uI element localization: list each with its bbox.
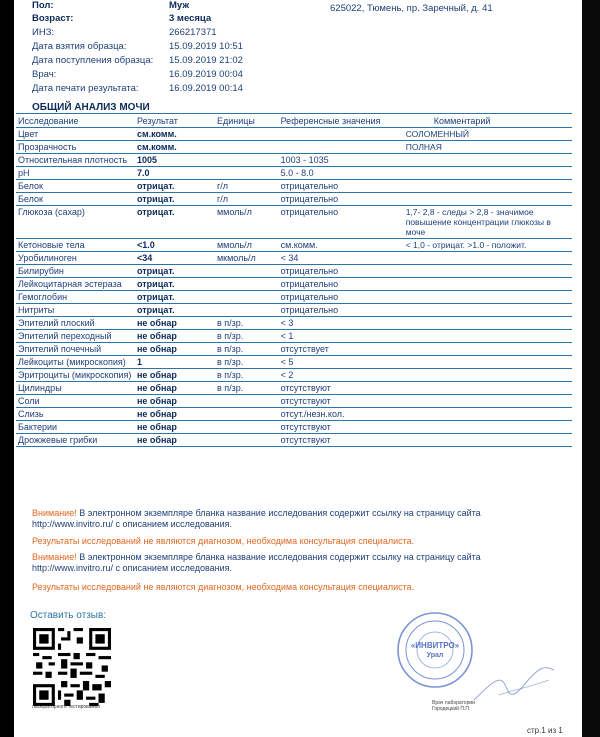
table-row	[16, 382, 572, 395]
attention-note-2: Внимание! В электронном экземпляре бланка название исследования содержит ссылку на страницу сайта http://www.invitro.ru/ с описанием исследования.	[32, 552, 481, 573]
table-row	[16, 408, 572, 421]
table-row	[16, 128, 572, 141]
cell-ref: отрицательно	[279, 304, 404, 317]
cell-comment	[404, 369, 572, 382]
cell-comment	[404, 317, 572, 330]
table-row	[16, 252, 572, 265]
cell-ref: отсут./незн.кол.	[279, 408, 404, 421]
sex-value: Муж	[169, 0, 190, 11]
cell-test[interactable]: Кетоновые тела	[16, 239, 135, 252]
cell-test[interactable]: Дрожжевые грибки	[16, 434, 135, 447]
cell-comment	[404, 356, 572, 369]
invitro-link[interactable]: http://www.invitro.ru/	[32, 519, 114, 529]
left-black-border	[0, 0, 14, 737]
cell-test[interactable]: Эритроциты (микроскопия)	[16, 369, 135, 382]
cell-unit: г/л	[215, 180, 279, 193]
sampled-value: 15.09.2019 10:51	[169, 41, 243, 52]
disclaimer-2: Результаты исследований не являются диагнозом, необходима консультация специалиста.	[32, 582, 415, 592]
attention-note-1: Внимание! В электронном экземпляре бланка название исследования содержит ссылку на страницу сайта http://www.invitro.ru/ с описанием исследования.	[32, 508, 481, 529]
cell-test[interactable]: pH	[16, 167, 135, 180]
cell-test[interactable]: Билирубин	[16, 265, 135, 278]
cell-result: см.комм.	[135, 128, 215, 141]
section-title: ОБЩИЙ АНАЛИЗ МОЧИ	[32, 102, 150, 113]
printed-value: 16.09.2019 00:14	[169, 83, 243, 94]
cell-unit: в п/зр.	[215, 382, 279, 395]
cell-comment: 1,7- 2,8 - следы > 2,8 - значимое повышение концентрации глюкозы в моче	[404, 206, 572, 239]
cell-test[interactable]: Цилиндры	[16, 382, 135, 395]
cell-unit	[215, 265, 279, 278]
cell-result: отрицат.	[135, 193, 215, 206]
cell-test[interactable]: Бактерии	[16, 421, 135, 434]
table-row	[16, 141, 572, 154]
cell-result: не обнар	[135, 395, 215, 408]
printed-label: Дата печати результата:	[32, 83, 139, 94]
cell-unit: в п/зр.	[215, 356, 279, 369]
table-row	[16, 167, 572, 180]
feedback-qr-code[interactable]	[32, 628, 112, 706]
cell-ref: отсутствуют	[279, 434, 404, 447]
col-test: Исследование	[16, 114, 135, 128]
inz-label: ИНЗ:	[32, 27, 55, 38]
cell-result: не обнар	[135, 343, 215, 356]
signature-caption: Врач лаборатории Городецкий П.П.	[432, 700, 475, 712]
cell-ref: отрицательно	[279, 206, 404, 239]
cell-ref: < 5	[279, 356, 404, 369]
cell-unit	[215, 278, 279, 291]
table-row	[16, 343, 572, 356]
cell-ref: отрицательно	[279, 193, 404, 206]
cell-result: см.комм.	[135, 141, 215, 154]
cell-test[interactable]: Уробилиноген	[16, 252, 135, 265]
cell-test[interactable]: Белок	[16, 180, 135, 193]
invitro-link[interactable]: http://www.invitro.ru/	[32, 563, 114, 573]
cell-result: не обнар	[135, 421, 215, 434]
cell-test[interactable]: Цвет	[16, 128, 135, 141]
cell-result: 1005	[135, 154, 215, 167]
doctor-signature	[469, 655, 559, 710]
cell-ref: отрицательно	[279, 278, 404, 291]
cell-result: не обнар	[135, 317, 215, 330]
results-table	[16, 113, 572, 447]
cell-test[interactable]: Лейкоциты (микроскопия)	[16, 356, 135, 369]
cell-test[interactable]: Гемоглобин	[16, 291, 135, 304]
cell-comment	[404, 343, 572, 356]
svg-text:Урал: Урал	[426, 652, 444, 659]
cell-ref	[279, 128, 404, 141]
cell-unit: ммоль/л	[215, 239, 279, 252]
table-row	[16, 193, 572, 206]
cell-result: 7.0	[135, 167, 215, 180]
cell-result: не обнар	[135, 408, 215, 421]
cell-comment: СОЛОМЕННЫЙ	[404, 128, 572, 141]
cell-result: не обнар	[135, 434, 215, 447]
cell-ref: < 3	[279, 317, 404, 330]
cell-unit	[215, 167, 279, 180]
cell-unit: в п/зр.	[215, 317, 279, 330]
lab-report-page	[14, 0, 582, 737]
cell-comment	[404, 408, 572, 421]
cell-ref: отсутствуют	[279, 382, 404, 395]
cell-result: <1.0	[135, 239, 215, 252]
cell-comment	[404, 434, 572, 447]
table-row	[16, 154, 572, 167]
lab-seal-stamp	[395, 610, 475, 690]
col-result: Результат	[135, 114, 215, 128]
table-row	[16, 369, 572, 382]
cell-unit	[215, 395, 279, 408]
cell-comment	[404, 167, 572, 180]
cell-unit	[215, 154, 279, 167]
cell-comment	[404, 291, 572, 304]
cell-unit: в п/зр.	[215, 343, 279, 356]
cell-comment	[404, 193, 572, 206]
received-value: 15.09.2019 21:02	[169, 55, 243, 66]
cell-comment: ПОЛНАЯ	[404, 141, 572, 154]
table-row	[16, 239, 572, 252]
cell-comment	[404, 330, 572, 343]
cell-test[interactable]: Относительная плотность	[16, 154, 135, 167]
table-row	[16, 317, 572, 330]
cell-comment	[404, 278, 572, 291]
cell-comment	[404, 382, 572, 395]
cell-unit	[215, 421, 279, 434]
cell-result: 1	[135, 356, 215, 369]
inz-value: 266217371	[169, 27, 217, 38]
cell-test[interactable]: Эпителий почечный	[16, 343, 135, 356]
table-row	[16, 434, 572, 447]
cell-comment	[404, 304, 572, 317]
sex-label: Пол:	[32, 0, 54, 11]
age-label: Возраст:	[32, 13, 74, 24]
cell-test[interactable]: Соли	[16, 395, 135, 408]
table-row	[16, 265, 572, 278]
cell-ref: 5.0 - 8.0	[279, 167, 404, 180]
cell-unit: в п/зр.	[215, 330, 279, 343]
cell-comment	[404, 180, 572, 193]
cell-unit: г/л	[215, 193, 279, 206]
cell-ref: 1003 - 1035	[279, 154, 404, 167]
table-row	[16, 304, 572, 317]
col-unit: Единицы	[215, 114, 279, 128]
cell-ref	[279, 141, 404, 154]
cell-unit	[215, 128, 279, 141]
cell-comment	[404, 265, 572, 278]
cell-ref: отрицательно	[279, 291, 404, 304]
cell-unit	[215, 304, 279, 317]
received-label: Дата поступления образца:	[32, 55, 154, 66]
cell-comment: < 1,0 - отрицат. >1.0 - положит.	[404, 239, 572, 252]
table-row	[16, 206, 572, 239]
svg-text:«ИНВИТРО»: «ИНВИТРО»	[410, 641, 460, 650]
cell-unit: в п/зр.	[215, 369, 279, 382]
cell-test[interactable]: Белок	[16, 193, 135, 206]
table-row	[16, 278, 572, 291]
cell-result: не обнар	[135, 382, 215, 395]
doctor-value: 16.09.2019 00:04	[169, 69, 243, 80]
cell-result: не обнар	[135, 369, 215, 382]
cell-unit	[215, 434, 279, 447]
cell-comment	[404, 395, 572, 408]
cell-unit	[215, 291, 279, 304]
cell-result: отрицат.	[135, 304, 215, 317]
cell-result: не обнар	[135, 330, 215, 343]
cell-test[interactable]: Слизь	[16, 408, 135, 421]
cell-test[interactable]: Эпителий плоский	[16, 317, 135, 330]
cell-ref: < 1	[279, 330, 404, 343]
disclaimer-1: Результаты исследований не являются диагнозом, необходима консультация специалиста.	[32, 536, 415, 546]
table-row	[16, 356, 572, 369]
table-row	[16, 421, 572, 434]
cell-result: отрицат.	[135, 180, 215, 193]
table-row	[16, 395, 572, 408]
doctor-label: Врач:	[32, 69, 57, 80]
age-value: 3 месяца	[169, 13, 212, 24]
table-row	[16, 330, 572, 343]
cell-test[interactable]: Лейкоцитарная эстераза	[16, 278, 135, 291]
cell-ref: отрицательно	[279, 265, 404, 278]
cell-unit	[215, 141, 279, 154]
cell-ref: < 2	[279, 369, 404, 382]
cell-result: отрицат.	[135, 291, 215, 304]
cell-result: отрицат.	[135, 265, 215, 278]
lab-address: 625022, Тюмень, пр. Заречный, д. 41	[330, 3, 493, 14]
cell-unit	[215, 408, 279, 421]
right-black-border	[582, 0, 600, 737]
cell-unit: мкмоль/л	[215, 252, 279, 265]
cell-ref: отсутствует	[279, 343, 404, 356]
cell-ref: < 34	[279, 252, 404, 265]
cell-test[interactable]: Глюкоза (сахар)	[16, 206, 135, 239]
cell-test[interactable]: Прозрачность	[16, 141, 135, 154]
table-row	[16, 180, 572, 193]
cell-comment	[404, 154, 572, 167]
cell-ref: отрицательно	[279, 180, 404, 193]
cell-ref: отсутствуют	[279, 421, 404, 434]
cell-test[interactable]: Эпителий переходный	[16, 330, 135, 343]
cell-comment	[404, 252, 572, 265]
cell-ref: отсутствуют	[279, 395, 404, 408]
cell-unit: ммоль/л	[215, 206, 279, 239]
table-header-row	[16, 114, 572, 128]
table-row	[16, 291, 572, 304]
qr-caption: лабораторного тестирования	[32, 704, 100, 710]
cell-result: отрицат.	[135, 278, 215, 291]
col-ref: Референсные значения	[279, 114, 404, 128]
page-counter: стр.1 из 1	[527, 726, 563, 735]
cell-result: <34	[135, 252, 215, 265]
cell-ref: см.комм.	[279, 239, 404, 252]
col-comment: Комментарий	[404, 114, 572, 128]
sampled-label: Дата взятия образца:	[32, 41, 127, 52]
cell-comment	[404, 421, 572, 434]
cell-result: отрицат.	[135, 206, 215, 239]
cell-test[interactable]: Нитриты	[16, 304, 135, 317]
feedback-label: Оставить отзыв:	[30, 610, 107, 621]
